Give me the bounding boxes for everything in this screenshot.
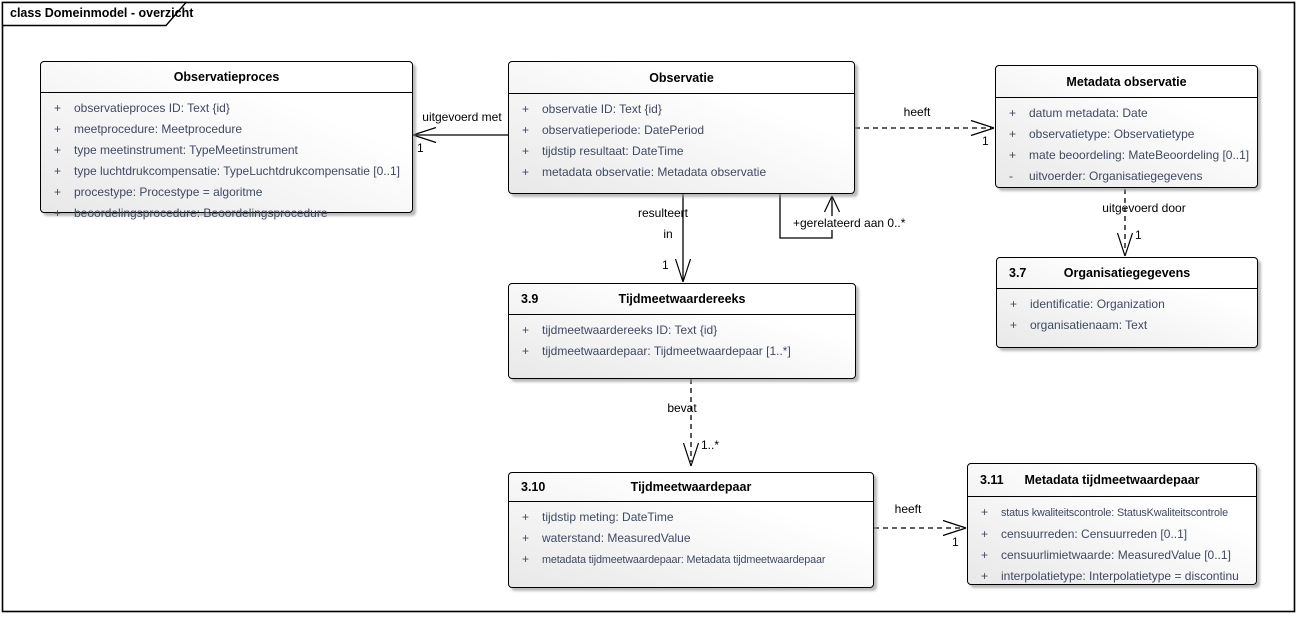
multiplicity-heeft-observatie: 1: [982, 134, 989, 148]
visibility-icon: +: [522, 123, 530, 137]
class-organisatiegegevens[interactable]: [996, 257, 1258, 348]
connector-label-bevat: bevat: [667, 401, 697, 415]
attribute: + observatieproces ID: Text {id}: [41, 98, 412, 119]
attribute: + observatietype: Observatietype: [996, 124, 1257, 145]
attribute: + tijdmeetwaardepaar: Tijdmeetwaardepaar [1..*]: [509, 341, 855, 362]
attribute: + procestype: Procestype = algoritme: [41, 182, 412, 203]
attribute: + tijdmeetwaardereeks ID: Text {id}: [509, 320, 855, 341]
visibility-icon: +: [981, 527, 989, 541]
visibility-icon: +: [522, 323, 530, 337]
class-header: [996, 66, 1257, 98]
visibility-icon: +: [54, 122, 62, 136]
attribute-compartment: [997, 289, 1257, 336]
class-name: Observatieproces: [173, 70, 280, 84]
attribute: + metadata tijdmeetwaardepaar: Metadata tijdmeetwaardepaar: [509, 549, 873, 571]
visibility-icon: +: [54, 143, 62, 157]
class-header: [968, 464, 1256, 497]
attribute: + mate beoordeling: MateBeoordeling [0..1]: [996, 145, 1257, 166]
attribute: + identificatie: Organization: [997, 294, 1257, 315]
class-metadata-observatie[interactable]: [995, 65, 1258, 188]
visibility-icon: +: [1009, 106, 1017, 120]
visibility-icon: +: [54, 101, 62, 115]
class-header: [509, 284, 855, 315]
connector-label-heeft-observatie: heeft: [903, 105, 931, 119]
visibility-icon: +: [522, 102, 530, 116]
class-number: 3.11: [980, 473, 1004, 487]
connector-label-uitgevoerd-door: uitgevoerd door: [1102, 201, 1186, 215]
attribute: + censuurlimietwaarde: MeasuredValue [0..1]: [968, 545, 1256, 566]
visibility-icon: +: [522, 552, 530, 566]
attribute: + observatieperiode: DatePeriod: [509, 120, 854, 141]
class-header: [509, 473, 873, 502]
attribute-compartment: [41, 93, 412, 224]
multiplicity-uitgevoerd-door: 1: [1135, 228, 1142, 242]
attribute: + metadata observatie: Metadata observatie: [509, 162, 854, 183]
visibility-icon: +: [1009, 127, 1017, 141]
connector-label-heeft-tijdmeetwaardepaar: heeft: [894, 502, 922, 516]
visibility-icon: -: [1009, 169, 1013, 183]
diagram-title: class Domeinmodel - overzicht: [10, 6, 194, 20]
visibility-icon: +: [522, 510, 530, 524]
class-tijdmeetwaardepaar[interactable]: [508, 472, 874, 588]
multiplicity-resulteert-in: 1: [662, 258, 669, 272]
attribute: + observatie ID: Text {id}: [509, 99, 854, 120]
class-metadata-tijdmeetwaardepaar[interactable]: [967, 463, 1257, 585]
attribute-compartment: [509, 94, 854, 183]
visibility-icon: +: [54, 185, 62, 199]
attribute: - uitvoerder: Organisatiegegevens: [996, 166, 1257, 187]
visibility-icon: +: [522, 531, 530, 545]
visibility-icon: +: [981, 548, 989, 562]
class-name: Tijdmeetwaardepaar: [630, 480, 752, 494]
class-name: Observatie: [649, 70, 714, 85]
attribute: + tijdstip resultaat: DateTime: [509, 141, 854, 162]
attribute-compartment: [996, 98, 1257, 187]
visibility-icon: +: [54, 164, 62, 178]
attribute: + datum metadata: Date: [996, 103, 1257, 124]
attribute: + waterstand: MeasuredValue: [509, 528, 873, 549]
multiplicity-bevat: 1..*: [701, 438, 720, 452]
class-number: 3.9: [521, 292, 539, 306]
attribute: + censuurreden: Censuurreden [0..1]: [968, 524, 1256, 545]
attribute: + type luchtdrukcompensatie: TypeLuchtdrukcompensatie [0..1]: [41, 161, 412, 182]
multiplicity-heeft-tijdmeetwaardepaar: 1: [952, 535, 959, 549]
class-name: Tijdmeetwaardereeks: [618, 292, 746, 306]
attribute: + status kwaliteitscontrole: StatusKwaliteitscontrole: [968, 502, 1256, 524]
attribute: + interpolatietype: Interpolatietype = discontinu: [968, 566, 1256, 587]
class-header: [41, 62, 412, 93]
attribute: + type meetinstrument: TypeMeetinstrument: [41, 140, 412, 161]
multiplicity-uitgevoerd-met: 1: [417, 141, 424, 155]
connector-label-gerelateerd-aan: +gerelateerd aan 0..*: [793, 216, 906, 230]
class-name: Metadata tijdmeetwaardepaar: [1024, 473, 1200, 487]
attribute-compartment: [509, 502, 873, 571]
visibility-icon: +: [522, 165, 530, 179]
connector-label-in: in: [663, 227, 673, 241]
class-number: 3.10: [521, 480, 546, 494]
attribute: + beoordelingsprocedure: Beoordelingsprocedure: [41, 203, 412, 224]
class-observatieproces[interactable]: [40, 61, 413, 220]
attribute-compartment: [509, 315, 855, 362]
class-name: Organisatiegegevens: [1063, 266, 1191, 280]
class-name: Metadata observatie: [1066, 74, 1187, 89]
attribute-compartment: [968, 497, 1256, 587]
visibility-icon: +: [54, 206, 62, 220]
attribute: + tijdstip meting: DateTime: [509, 507, 873, 528]
visibility-icon: +: [1009, 148, 1017, 162]
connector-label-uitgevoerd-met: uitgevoerd met: [422, 110, 502, 124]
class-tijdmeetwaardereeks[interactable]: [508, 283, 856, 379]
class-header: [509, 62, 854, 94]
visibility-icon: +: [1010, 297, 1018, 311]
visibility-icon: +: [981, 505, 989, 519]
attribute: + meetprocedure: Meetprocedure: [41, 119, 412, 140]
class-observatie[interactable]: [508, 61, 855, 194]
visibility-icon: +: [522, 144, 530, 158]
connector-label-resulteert: resulteert: [637, 206, 689, 220]
visibility-icon: +: [1010, 318, 1018, 332]
attribute: + organisatienaam: Text: [997, 315, 1257, 336]
visibility-icon: +: [522, 344, 530, 358]
class-header: [997, 258, 1257, 289]
visibility-icon: +: [981, 569, 989, 583]
class-number: 3.7: [1009, 266, 1027, 280]
